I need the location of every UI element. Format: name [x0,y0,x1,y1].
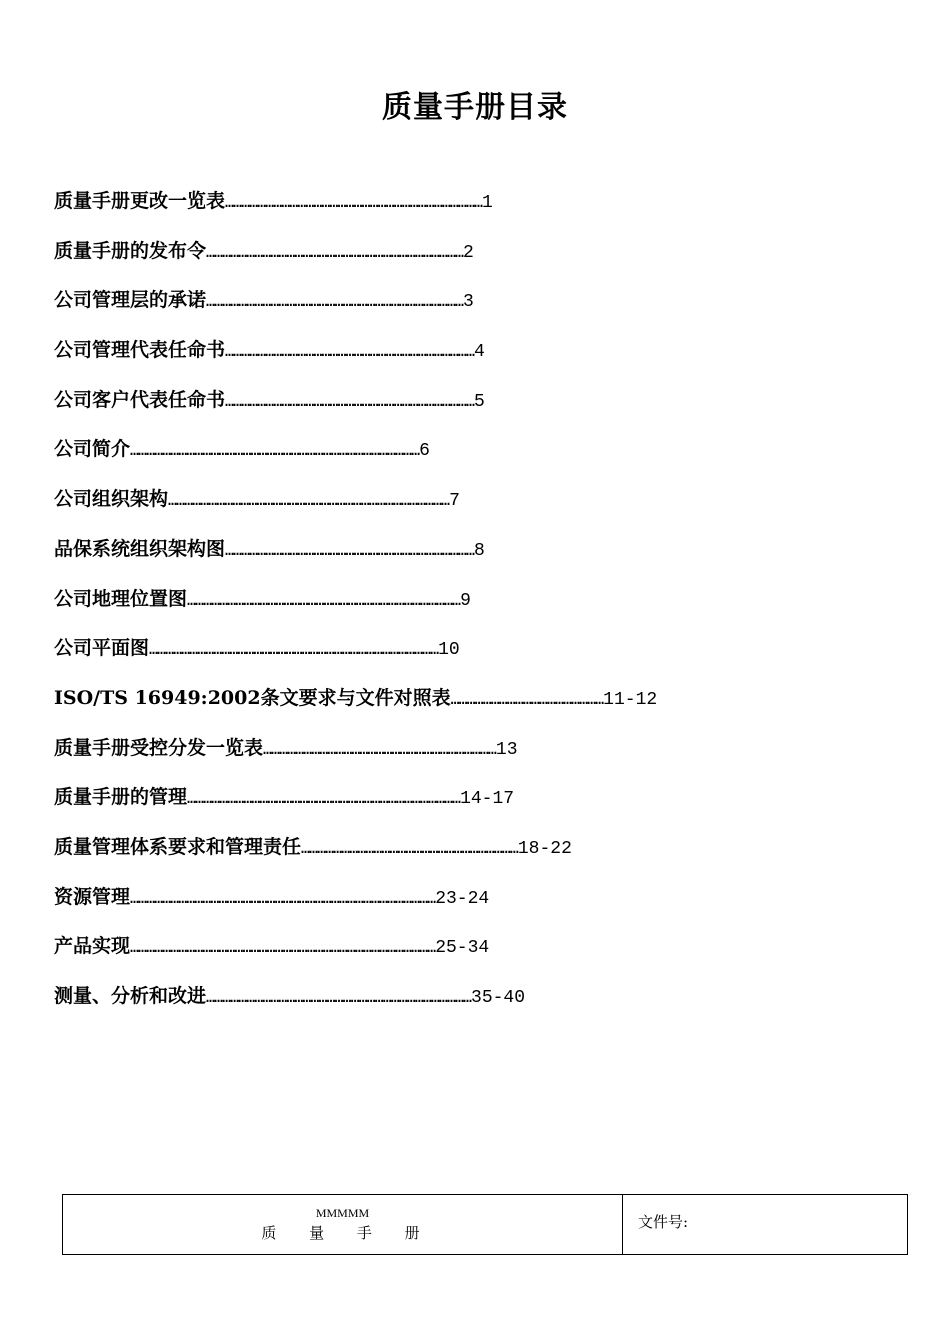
toc-entry-label: 公司客户代表任命书 [54,388,226,411]
toc-entry[interactable] [54,632,814,682]
toc-entry[interactable] [54,235,814,285]
toc-page-number: 3 [463,292,474,313]
toc-leader-dots: ………………………………………………………………………………… [225,342,474,361]
toc-page-number: 1 [482,193,493,213]
toc-entry-label: 公司地理位置图 [54,587,188,610]
toc-entry-label: 质量手册更改一览表 [54,190,226,212]
toc-leader-dots: ……………………………………………………………………………………… [206,988,472,1006]
manual-title: 质 量 手 册 [261,1224,434,1242]
toc-page-number: 9 [460,590,471,611]
toc-entry-label: ISO/TS 16949:2002条文要求与文件对照表 [54,686,451,709]
toc-page-number: 8 [473,540,485,561]
doc-number-cell [623,1192,907,1254]
toc-entry-label: 公司简介 [54,438,131,461]
company-name: MMMMM [315,1206,370,1220]
toc-page-number: 6 [419,441,430,462]
page-title: 质量手册目录 [382,90,568,125]
toc-leader-dots: ………………………………………………………………………………… [225,540,474,559]
toc-entry[interactable] [54,831,814,881]
document-footer [62,1194,908,1255]
toc-entry-label: 质量管理体系要求和管理责任 [54,835,302,858]
toc-page-number: 7 [449,491,460,512]
toc-page-number: 35-40 [471,988,526,1008]
toc-entry-label: 公司平面图 [54,637,150,660]
toc-page-number: 5 [473,391,485,412]
toc-entry[interactable] [54,583,814,633]
toc-page-number: 18-22 [517,838,572,859]
toc-leader-dots: …………………………………………………………………………………… [206,242,463,261]
toc-page-number: 13 [495,739,518,760]
toc-entry[interactable] [54,881,814,931]
toc-leader-dots: …………………………………………………………………………………………………… [130,888,436,907]
toc-entry[interactable] [54,732,814,782]
toc-page-number: 23-24 [435,888,490,909]
toc-entry[interactable] [54,483,814,533]
doc-number-label: 文件号: [638,1213,689,1231]
toc-entry-label: 品保系统组织架构图 [54,537,226,560]
table-of-contents [54,185,814,1030]
toc-leader-dots: …………………………………………………………………………… [263,739,496,758]
toc-leader-dots: ……………………………………………………………………… [301,838,518,857]
toc-entry[interactable] [54,433,814,483]
toc-leader-dots: ……………………………………………………………………………………………… [130,441,420,460]
toc-entry[interactable] [54,930,814,980]
toc-leader-dots: …………………………………………………………………………………… [225,193,482,211]
toc-entry-label: 产品实现 [54,935,131,958]
toc-entry[interactable] [54,781,814,831]
toc-entry[interactable] [54,533,814,583]
toc-page-number: 25-34 [435,938,490,959]
toc-page-number: 11-12 [603,689,658,710]
toc-page-number: 4 [473,342,485,363]
toc-entry-label: 质量手册受控分发一览表 [54,736,264,759]
toc-entry[interactable] [54,334,814,384]
toc-entry-label: 公司管理层的承诺 [54,289,207,312]
toc-leader-dots: ………………………………………………………………………………… [225,391,474,410]
toc-entry[interactable] [54,682,814,732]
toc-page-number: 14-17 [460,789,515,810]
toc-entry-label: 质量手册的管理 [54,786,188,809]
toc-entry[interactable] [54,384,814,434]
toc-entry-label: 测量、分析和改进 [54,985,207,1007]
footer-title-cell [63,1195,623,1254]
toc-entry[interactable] [54,284,814,334]
toc-leader-dots: …………………………………………………………………………………………… [168,491,450,510]
toc-entry-label: 公司组织架构 [54,488,169,511]
toc-leader-dots: ………………………………………………………………………………………… [187,789,461,808]
toc-leader-dots: ………………………………………………… [450,689,604,708]
toc-page-number: 2 [463,242,474,263]
toc-leader-dots: …………………………………………………………………………………………………… [130,938,436,957]
toc-page-number: 10 [438,640,460,661]
toc-entry-label: 质量手册的发布令 [54,239,207,262]
toc-entry[interactable] [54,185,814,235]
toc-leader-dots: ……………………………………………………………………………………………… [149,640,439,659]
toc-leader-dots: ………………………………………………………………………………………… [187,590,461,609]
toc-entry[interactable] [54,980,814,1030]
toc-entry-label: 公司管理代表任命书 [54,339,226,362]
toc-leader-dots: …………………………………………………………………………………… [206,292,463,311]
toc-entry-label: 资源管理 [54,885,131,908]
